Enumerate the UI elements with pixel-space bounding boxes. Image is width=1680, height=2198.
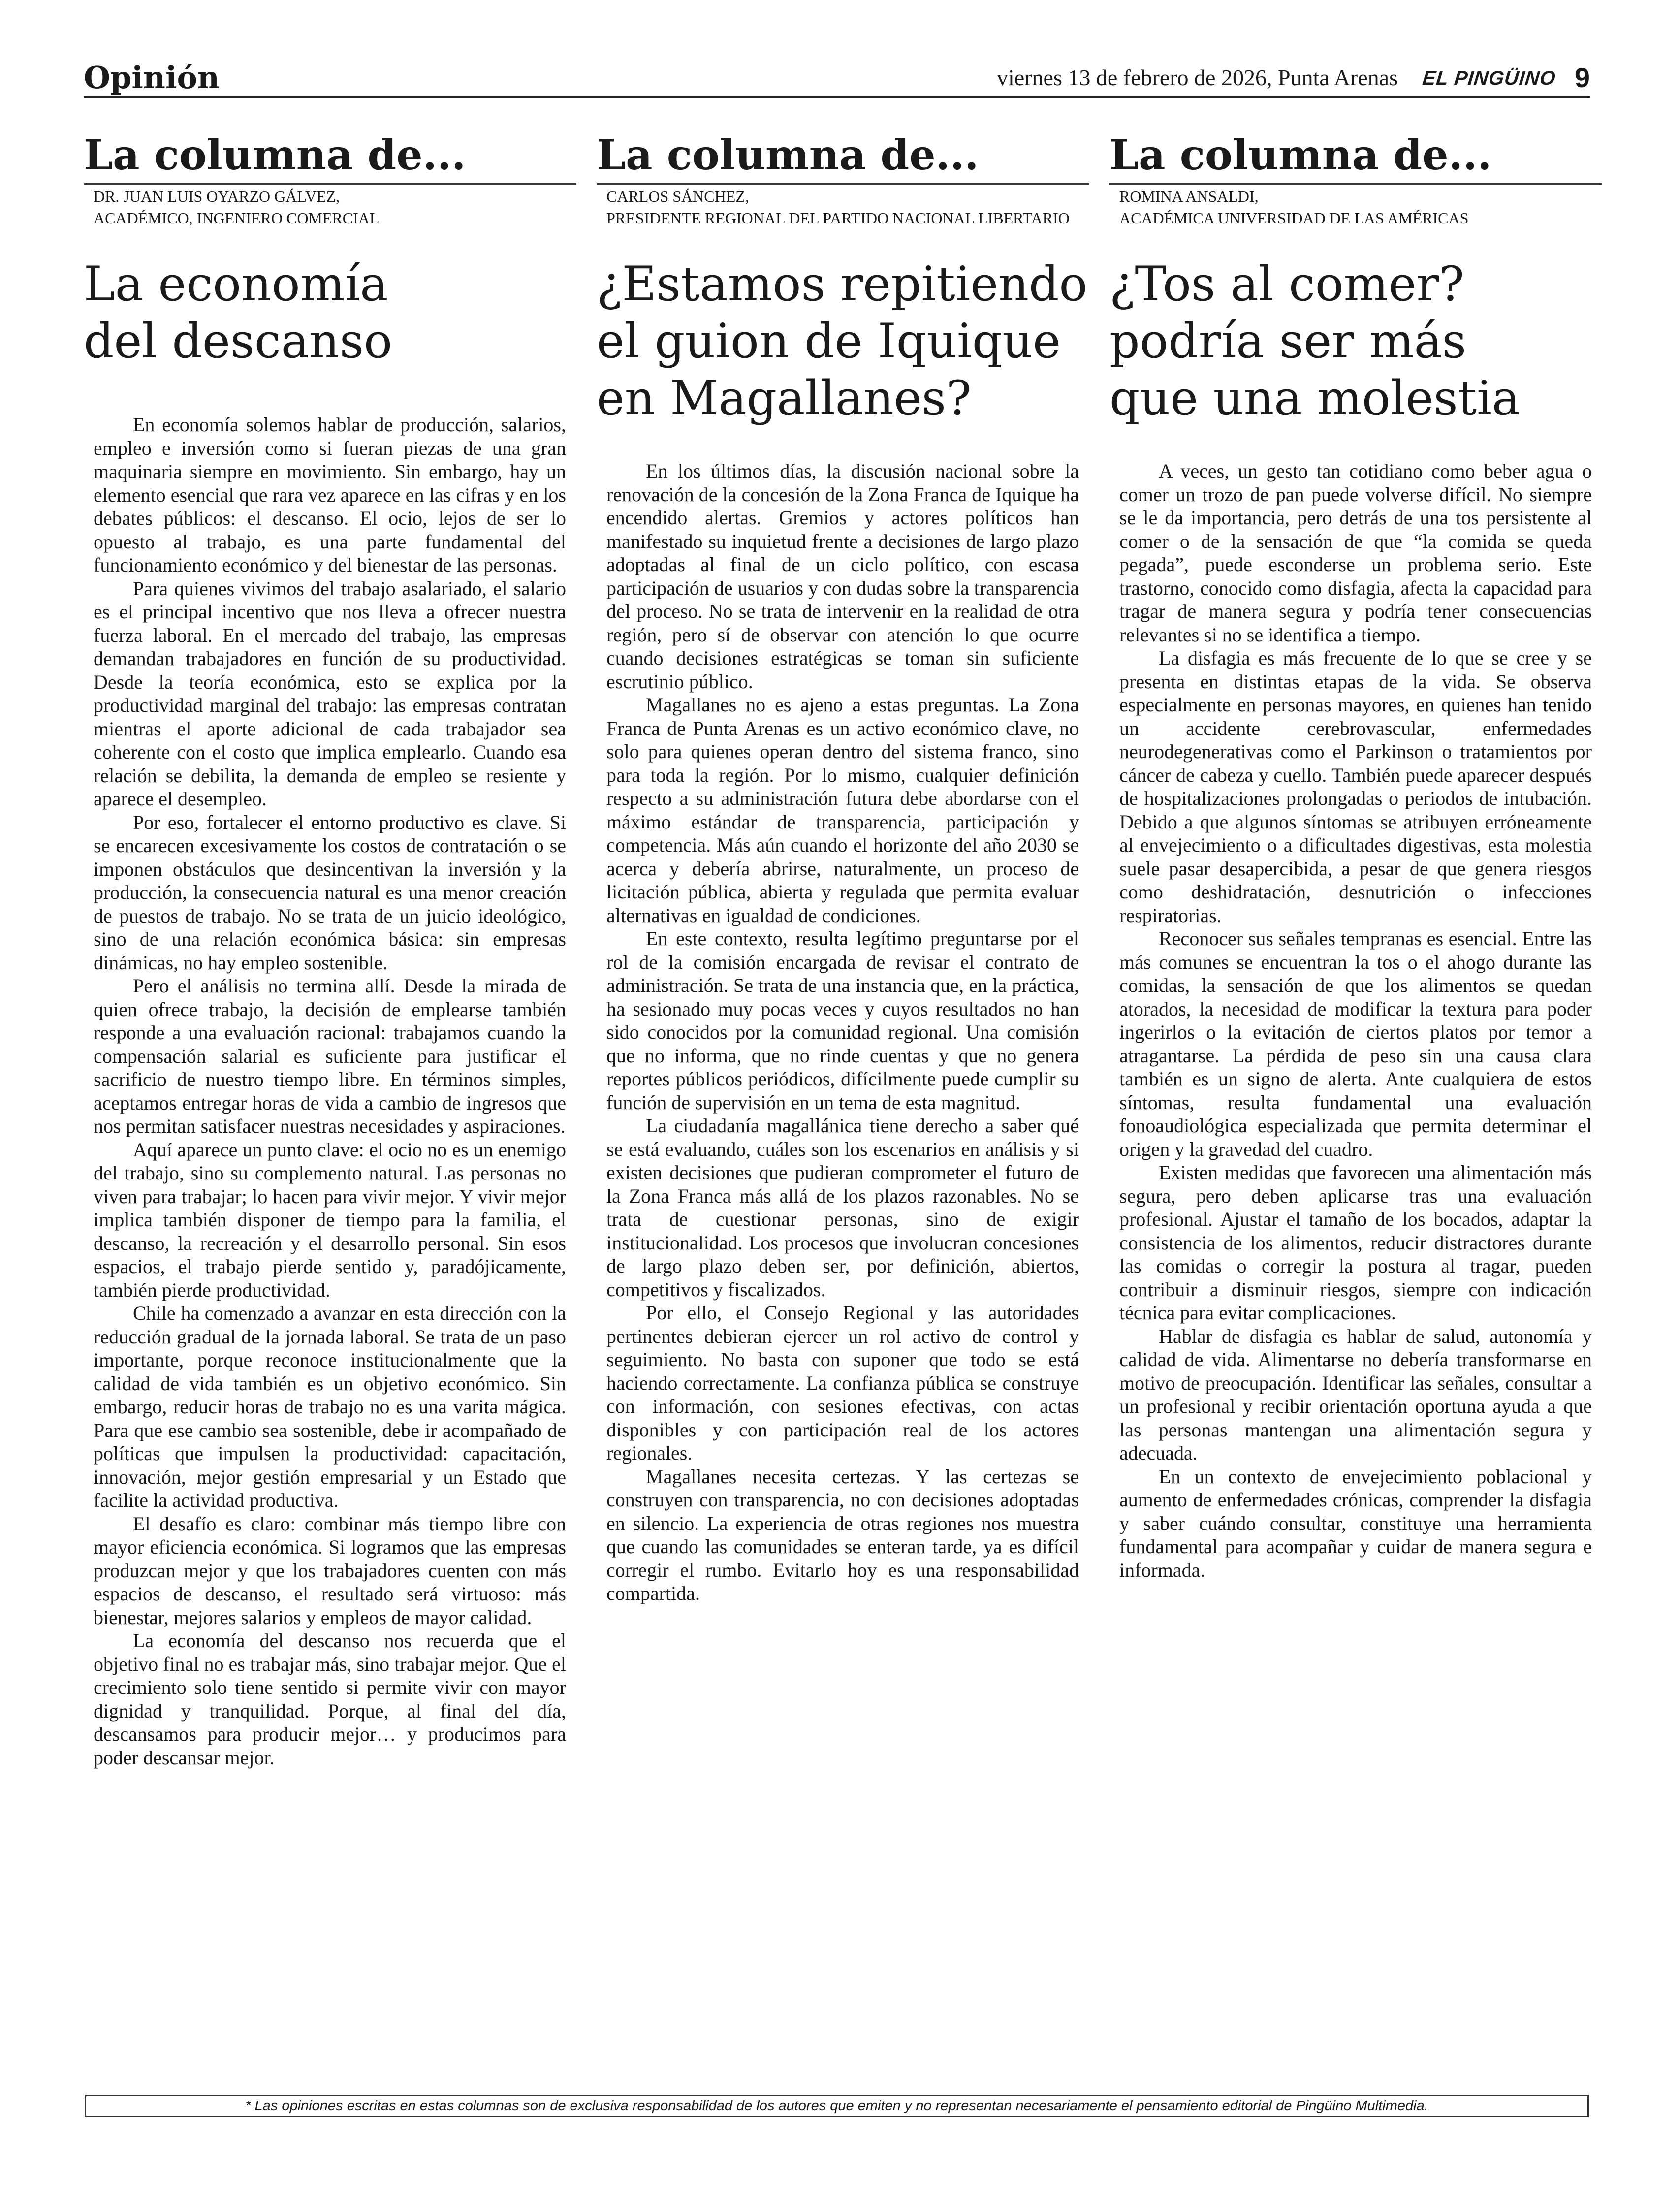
- page-number: 9: [1574, 62, 1590, 93]
- author-role: ACADÉMICO, INGENIERO COMERCIAL: [94, 209, 380, 227]
- paragraph: En un contexto de envejecimiento poblacional y aumento de enfermedades crónicas, comprender la disfagia y saber cuándo consultar, constituye una herramienta fundamental para acompañar y cuidar de manera segura e informada.: [1119, 1465, 1592, 1581]
- author-name: DR. JUAN LUIS OYARZO GÁLVEZ,: [94, 188, 340, 205]
- paragraph: Existen medidas que favorecen una alimentación más segura, pero deben aplicarse tras una evaluación profesional. Ajustar el tamaño de los bocados, adaptar la consistencia de los alimentos, reducir distractores durante las comidas o corregir la postura al tragar, pueden contribuir a disminuir riesgos, siempre con indicación técnica para evitar complicaciones.: [1119, 1161, 1592, 1324]
- paragraph: En los últimos días, la discusión nacional sobre la renovación de la concesión de la Zona Franca de Iquique ha encendido alertas. Gremios y actores políticos han manifestado su inquietud frente a decisiones de largo plazo adoptadas al final de un ciclo político, con escasa participación de usuarios y con dudas sobre la transparencia del proceso. No se trata de intervenir en la realidad de otra región, pero sí de observar con atención lo que ocurre cuando decisiones estratégicas se toman sin suficiente escrutinio público.: [606, 460, 1079, 693]
- paragraph: Aquí aparece un punto clave: el ocio no es un enemigo del trabajo, sino su complemento natural. Las personas no viven para trabajar; lo hacen para vivir mejor. Y vivir mejor implica también disponer de tiempo para la familia, el descanso, la recreación y el desarrollo personal. Sin esos espacios, el trabajo pierde sentido y, paradójicamente, también pierde productividad.: [94, 1138, 566, 1301]
- paragraph: Chile ha comenzado a avanzar en esta dirección con la reducción gradual de la jornada laboral. Se trata de un paso importante, porque reconoce institucionalmente que la calidad de vida también es un objetivo económico. Sin embargo, reducir horas de trabajo no es una varita mágica. Para que ese cambio sea sostenible, debe ir acompañado de políticas que impulsen la productividad: capacitación, innovación, mejor gestión empresarial y un Estado que facilite la actividad productiva.: [94, 1302, 566, 1511]
- newspaper-logo: EL PINGÜINO: [1421, 67, 1557, 89]
- author-name: ROMINA ANSALDI,: [1119, 188, 1259, 205]
- byline: [84, 183, 576, 229]
- paragraph: Por ello, el Consejo Regional y las autoridades pertinentes debieran ejercer un rol activo de control y seguimiento. No basta con suponer que todo se está haciendo correctamente. La confianza pública se construye con información, con sesiones efectivas, con actas disponibles y con participación real de los actores regionales.: [606, 1302, 1079, 1464]
- paragraph: Reconocer sus señales tempranas es esencial. Entre las más comunes se encuentran la tos o el ahogo durante las comidas, la sensación de que los alimentos se quedan atorados, la necesidad de modificar la textura para poder ingerirlos o la evitación de ciertos platos por temor a atragantarse. La pérdida de peso sin una causa clara también es un signo de alerta. Ante cualquiera de estos síntomas, resulta fundamental una evaluación fonoaudiológica especializada que permita determinar el origen y la gravedad del cuadro.: [1119, 927, 1592, 1160]
- paragraph: La economía del descanso nos recuerda que el objetivo final no es trabajar más, sino trabajar mejor. Que el crecimiento solo tiene sentido si permite vivir con mayor dignidad y tranquilidad. Porque, al final del día, descansamos para producir mejor… y producimos para poder descansar mejor.: [94, 1629, 566, 1769]
- article-body: [84, 413, 576, 1769]
- page-header: [84, 59, 1590, 98]
- title-line: podría ser más: [1109, 314, 1467, 369]
- article-body: [597, 459, 1089, 1605]
- opinion-column-1: [84, 128, 576, 1769]
- paragraph: Pero el análisis no termina allí. Desde la mirada de quien ofrece trabajo, la decisión de emplearse también responde a una evaluación racional: trabajamos cuando la compensación salarial es suficiente para justificar el sacrificio de nuestro tiempo libre. En términos simples, aceptamos entregar horas de vida a cambio de ingresos que nos permitan satisfacer nuestras necesidades y aspiraciones.: [94, 975, 566, 1137]
- dateline: viernes 13 de febrero de 2026, Punta Arenas: [997, 65, 1398, 90]
- column-kicker: La columna de...: [597, 130, 979, 179]
- paragraph: El desafío es claro: combinar más tiempo libre con mayor eficiencia económica. Si logramos que las empresas produzcan mejor y que los trabajadores cuenten con más espacios de descanso, el resultado será virtuoso: más bienestar, mejores salarios y empleos de mayor calidad.: [94, 1512, 566, 1628]
- column-kicker: La columna de...: [1109, 130, 1492, 179]
- article-body: [1109, 459, 1602, 1582]
- paragraph: A veces, un gesto tan cotidiano como beber agua o comer un trozo de pan puede volverse difícil. No siempre se le da importancia, pero detrás de una tos persistente al comer o de la sensación de que “la comida se queda pegada”, puede esconderse un problema serio. Este trastorno, conocido como disfagia, afecta la capacidad para tragar de manera segura y podría tener consecuencias relevantes si no se identifica a tiempo.: [1119, 460, 1592, 646]
- article-title: [1109, 255, 1602, 427]
- opinion-column-3: [1109, 128, 1602, 1582]
- author-role: ACADÉMICA UNIVERSIDAD DE LAS AMÉRICAS: [1119, 209, 1469, 227]
- paragraph: La ciudadanía magallánica tiene derecho a saber qué se está evaluando, cuáles son los escenarios en análisis y si existen decisiones que pudieran comprometer el futuro de la Zona Franca más allá de los plazos razonables. No se trata de cuestionar personas, sino de exigir institucionalidad. Los procesos que involucran concesiones de largo plazo deben ser, por definición, abiertos, competitivos y fiscalizados.: [606, 1115, 1079, 1301]
- paragraph: Hablar de disfagia es hablar de salud, autonomía y calidad de vida. Alimentarse no debería transformarse en motivo de preocupación. Identificar las señales, consultar a un profesional y recibir orientación oportuna ayuda a que las personas mantengan una alimentación segura y adecuada.: [1119, 1325, 1592, 1464]
- column-kicker: La columna de...: [84, 130, 466, 179]
- paragraph: La disfagia es más frecuente de lo que se cree y se presenta en distintas etapas de la vida. Se observa especialmente en personas mayores, en quienes han tenido un accidente cerebrovascular, enfermedades neurodegenerativas como el Parkinson o tratamientos por cáncer de cabeza y cuello. También puede aparecer después de hospitalizaciones prolongadas o periodos de intubación. Debido a que algunos síntomas se atribuyen erróneamente al envejecimiento o a dificultades digestivas, esta molestia suele pasar desapercibida, a pesar de que genera riesgos como deshidratación, desnutrición o infecciones respiratorias.: [1119, 647, 1592, 926]
- paragraph: Magallanes necesita certezas. Y las certezas se construyen con transparencia, no con decisiones adoptadas en silencio. La experiencia de otras regiones nos muestra que cuando las comunidades se enteran tarde, ya es difícil corregir el rumbo. Evitarlo hoy es una responsabilidad compartida.: [606, 1465, 1079, 1604]
- author-role: PRESIDENTE REGIONAL DEL PARTIDO NACIONAL LIBERTARIO: [606, 209, 1070, 227]
- section-title: Opinión: [84, 60, 220, 96]
- paragraph: Magallanes no es ajeno a estas preguntas. La Zona Franca de Punta Arenas es un activo económico clave, no solo para quienes operan dentro del sistema franco, sino para toda la región. Por lo mismo, cualquier definición respecto a su administración futura debe abordarse con el máximo estándar de transparencia, participación y competencia. Más aún cuando el horizonte del año 2030 se acerca y debería abrirse, naturalmente, un proceso de licitación pública, abierta y regulada que permita evaluar alternativas en igualdad de condiciones.: [606, 694, 1079, 926]
- paragraph: En este contexto, resulta legítimo preguntarse por el rol de la comisión encargada de revisar el contrato de administración. Se trata de una instancia que, en la práctica, ha sesionado muy pocas veces y cuyos resultados no han sido conocidos por la comunidad regional. Una comisión que no informa, que no rinde cuentas y que no genera reportes públicos periódicos, difícilmente puede cumplir su función de supervisión en un tema de esta magnitud.: [606, 927, 1079, 1114]
- title-line: del descanso: [84, 314, 392, 369]
- paragraph: Para quienes vivimos del trabajo asalariado, el salario es el principal incentivo que nos lleva a ofrecer nuestra fuerza laboral. En el mercado del trabajo, las empresas demandan trabajadores en función de su productividad. Desde la teoría económica, esto se explica por la productividad marginal del trabajo: las empresas contratan mientras el aporte adicional de cada trabajador sea coherente con el costo que implica emplearlo. Cuando esa relación se debilita, la demanda de empleo se resiente y aparece el desempleo.: [94, 577, 566, 810]
- paragraph: Por eso, fortalecer el entorno productivo es clave. Si se encarecen excesivamente los costos de contratación o se imponen obstáculos que desincentivan la inversión y la producción, la consecuencia natural es una menor creación de puestos de trabajo. No se trata de un juicio ideológico, sino de una relación económica básica: sin empresas dinámicas, no hay empleo sostenible.: [94, 811, 566, 974]
- title-line: La economía: [84, 256, 388, 312]
- title-line: en Magallanes?: [597, 371, 972, 426]
- editorial-disclaimer: * Las opiniones escritas en estas columnas son de exclusiva responsabilidad de los autores que emiten y no representan necesariamente el pensamiento editorial de Pingüino Multimedia.: [85, 2095, 1589, 2117]
- article-title: [597, 255, 1089, 427]
- opinion-column-2: [597, 128, 1089, 1605]
- byline: [1109, 183, 1602, 229]
- author-name: CARLOS SÁNCHEZ,: [606, 188, 749, 205]
- byline: [597, 183, 1089, 229]
- title-line: que una molestia: [1109, 371, 1521, 426]
- title-line: el guion de Iquique: [597, 314, 1061, 369]
- article-title: [84, 255, 576, 370]
- title-line: ¿Estamos repitiendo: [597, 256, 1088, 312]
- title-line: ¿Tos al comer?: [1109, 256, 1464, 312]
- paragraph: En economía solemos hablar de producción, salarios, empleo e inversión como si fueran piezas de una gran maquinaria siempre en movimiento. Sin embargo, hay un elemento esencial que rara vez aparece en las cifras y en los debates públicos: el descanso. El ocio, lejos de ser lo opuesto al trabajo, es una parte fundamental del funcionamiento económico y del bienestar de las personas.: [94, 414, 566, 576]
